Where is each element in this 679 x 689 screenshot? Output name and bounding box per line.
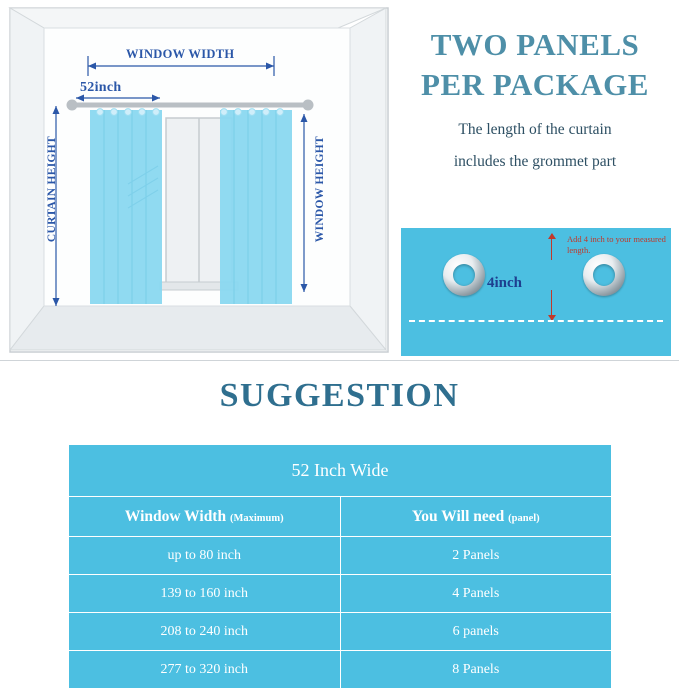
subtext-line-1: The length of the curtain — [458, 120, 612, 138]
headline-line-2: PER PACKAGE — [421, 66, 649, 102]
section-divider — [0, 360, 679, 361]
cell-window-width: 208 to 240 inch — [69, 613, 341, 651]
header-window-width — [69, 497, 341, 537]
grommet-icon-left — [443, 254, 485, 296]
header-window-width-text: Window Width — [124, 507, 227, 525]
grommet-note: Add 4 inch to your measured length. — [567, 234, 666, 255]
table-row — [69, 575, 612, 613]
header-you-will-need-text: You Will need — [411, 507, 505, 525]
curtain-height-label: CURTAIN HEIGHT — [46, 136, 58, 243]
header-window-width-note: (Maximum) — [229, 512, 284, 524]
header-you-will-need — [340, 497, 612, 537]
table-title-cell: 52 Inch Wide — [69, 445, 612, 497]
table-title-row — [69, 445, 612, 497]
headline-line-1: TWO PANELS — [430, 27, 640, 62]
cell-panels: 8 Panels — [340, 651, 612, 689]
cell-window-width: 277 to 320 inch — [69, 651, 341, 689]
subtext-line-2: includes the grommet part — [453, 152, 617, 170]
arrow-down-icon — [551, 290, 552, 320]
panel-width-label: 52inch — [80, 80, 122, 95]
header-you-will-need-note: (panel) — [508, 512, 540, 524]
dashed-measure-line — [409, 320, 663, 322]
cell-panels: 2 Panels — [340, 537, 612, 575]
grommet-icon-right — [583, 254, 625, 296]
suggestion-title: SUGGESTION — [219, 377, 460, 414]
table-header-row — [69, 497, 612, 537]
grommet-measure-label: 4inch — [487, 275, 523, 291]
table-row — [69, 537, 612, 575]
headline-block — [396, 26, 674, 173]
cell-window-width: 139 to 160 inch — [69, 575, 341, 613]
window-height-label: WINDOW HEIGHT — [314, 136, 326, 243]
cell-panels: 6 panels — [340, 613, 612, 651]
grommet-diagram — [401, 228, 671, 356]
cell-panels: 4 Panels — [340, 575, 612, 613]
suggestion-table — [68, 444, 612, 689]
window-width-label: WINDOW WIDTH — [126, 47, 235, 61]
table-row — [69, 651, 612, 689]
cell-window-width: up to 80 inch — [69, 537, 341, 575]
arrow-up-icon — [551, 234, 552, 260]
table-row — [69, 613, 612, 651]
room-illustration — [8, 6, 390, 354]
